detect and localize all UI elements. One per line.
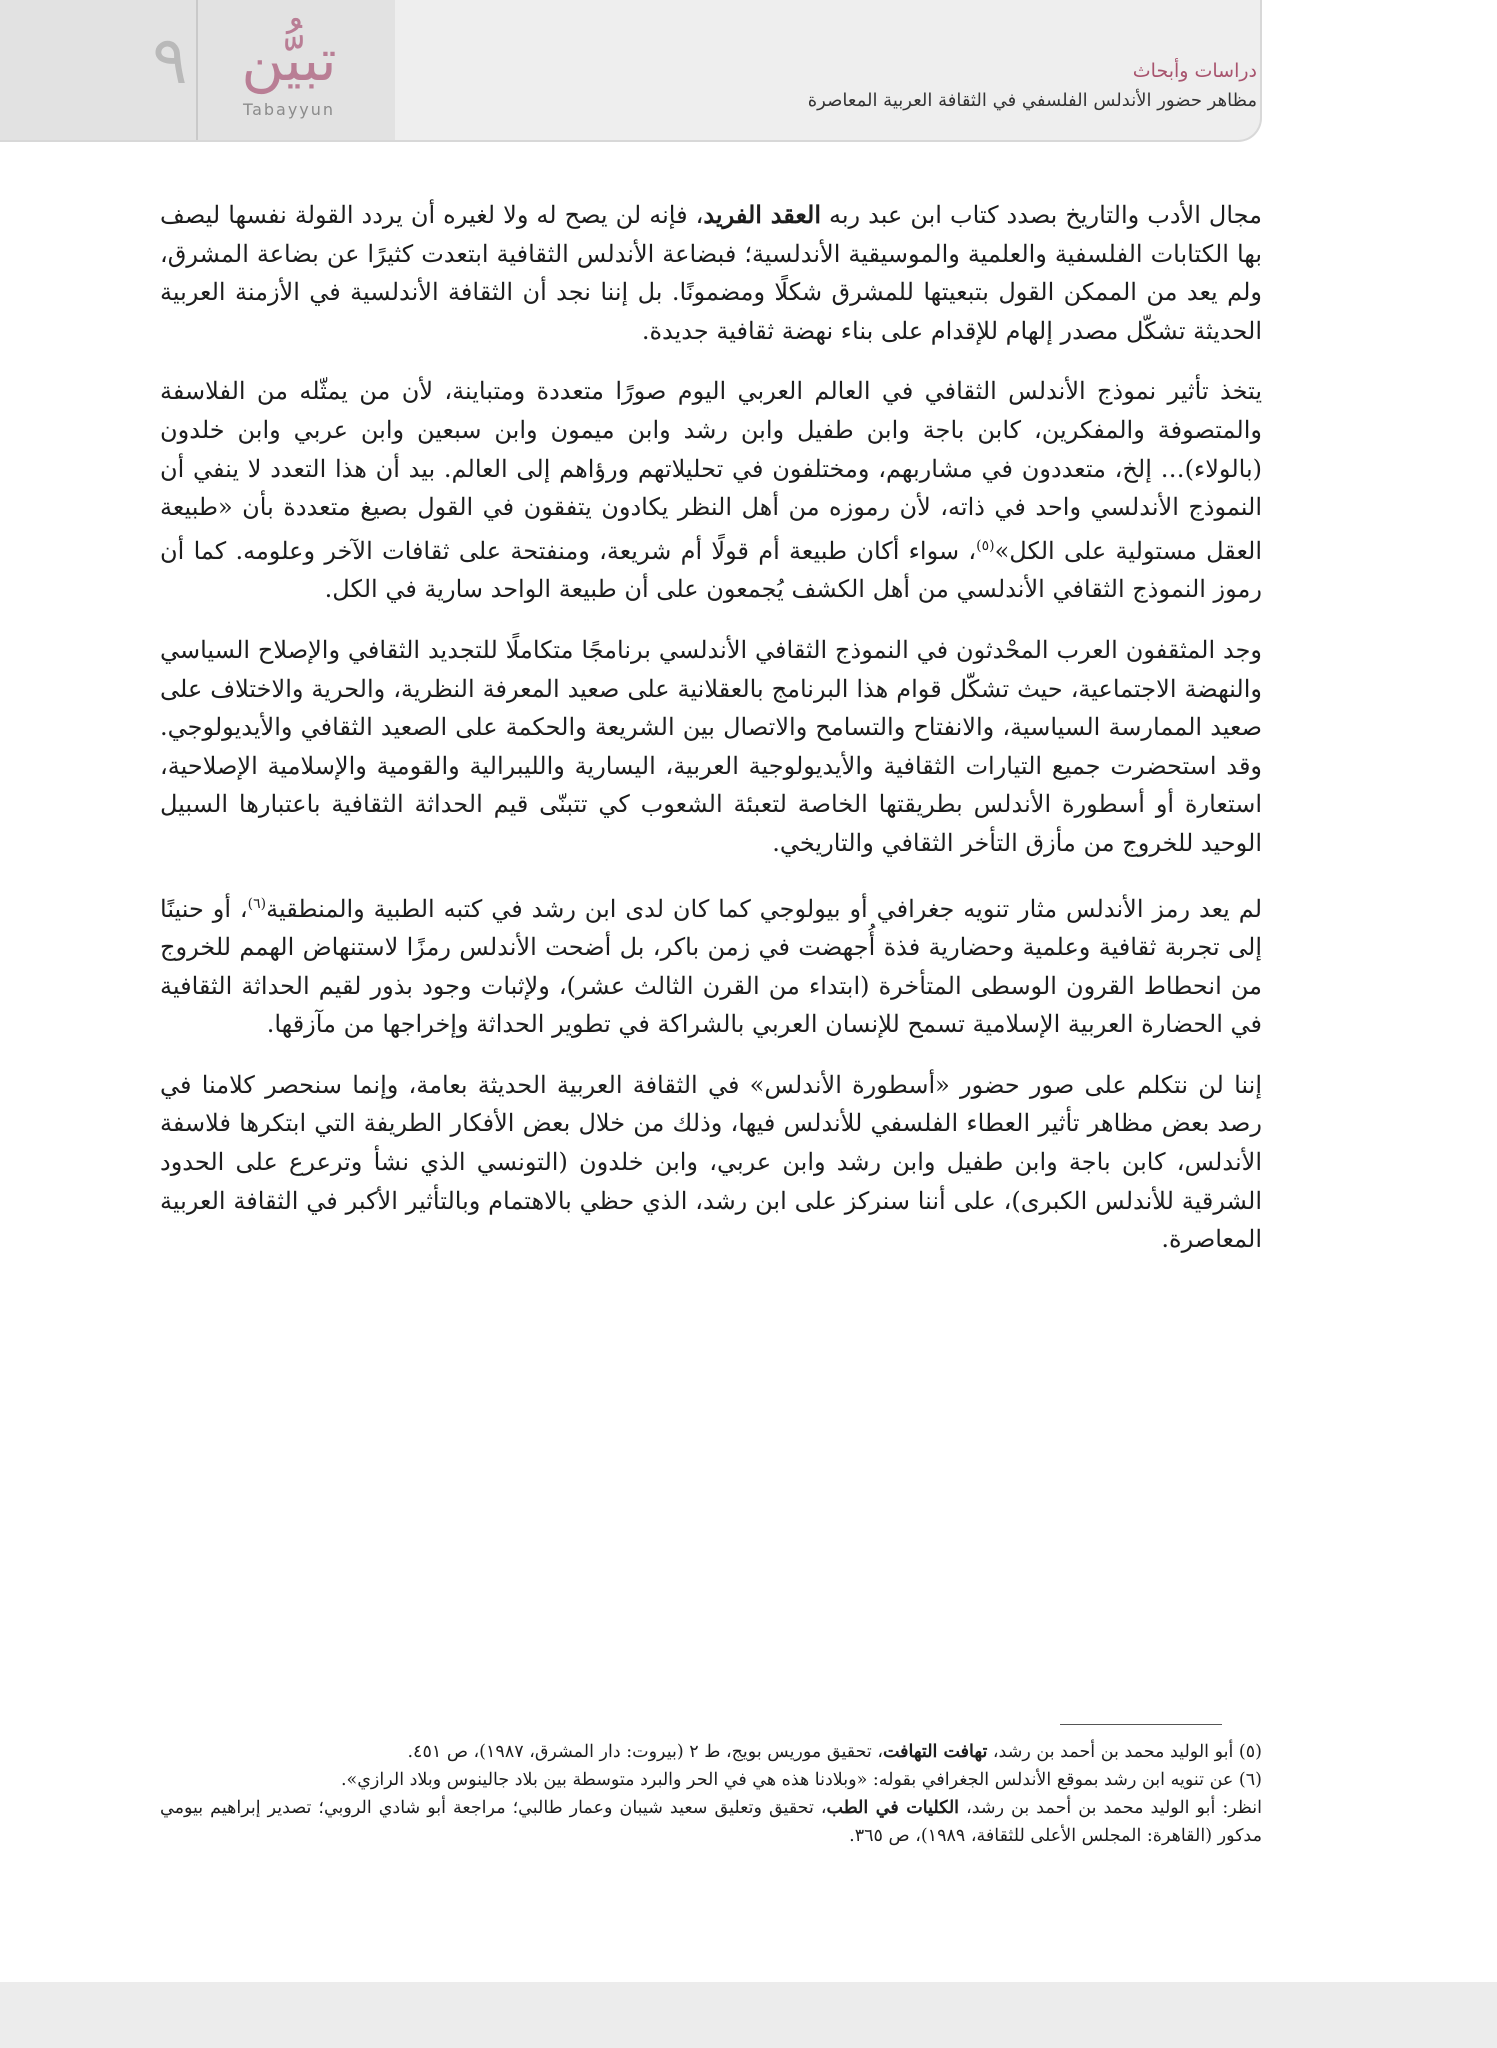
paragraph-4-text-a: لم يعد رمز الأندلس مثار تنويه جغرافي أو بيولوجي كما كان لدى ابن رشد في كتبه الطبية والمنطقية bbox=[266, 894, 1262, 923]
footnote-6-continued bbox=[160, 1794, 1262, 1850]
footnote-5-text-c: ، تحقيق موريس بويج، ط ٢ (بيروت: دار المشرق، ١٩٨٧)، ص ٤٥١. bbox=[407, 1742, 883, 1762]
page-number: ٩ bbox=[152, 22, 188, 99]
paragraph-2-text-a: يتخذ تأثير نموذج الأندلس الثقافي في العالم العربي اليوم صورًا متعددة ومتباينة، لأن من يمثّله من الفلاسفة والمتصوفة والمفكرين، كابن باجة وابن طفيل وابن رشد وابن ميمون وابن سبعين وابن عربي وابن خلدون (بالولاء)… إلخ، متعددون في مشاربهم، ومختلفون في تحليلاتهم ورؤاهم إلى العالم. بيد أن هذا التعدد لا ينفي أن النموذج الأندلسي واحد في ذاته، لأن رموزه من أهل النظر يكادون يتفقون في القول بصيغ متعددة بأن «طبيعة العقل مستولية على الكل» bbox=[160, 377, 1263, 565]
paragraph-3: وجد المثقفون العرب المحْدثون في النموذج الثقافي الأندلسي برنامجًا متكاملًا للتجديد الثقافي والإصلاح السياسي والنهضة الاجتماعية، حيث تشكّل قوام هذا البرنامج بالعقلانية على صعيد المعرفة النظرية، والحرية والاختلاف على صعيد الممارسة السياسية، والانفتاح والتسامح والاتصال بين الشريعة والحكمة على الصعيد الثقافي والأيديولوجي. وقد استحضرت جميع التيارات الثقافية والأيديولوجية العربية، اليسارية والليبرالية والقومية والإسلامية الإصلاحية، استعارة أو أسطورة الأندلس بطريقتها الخاصة لتعبئة الشعوب كي تتبنّى قيم الحداثة الثقافية باعتبارها السبيل الوحيد للخروج من مأزق التأخر الثقافي والتاريخي. bbox=[160, 635, 1263, 857]
footnote-ref-5[interactable]: (٥) bbox=[976, 537, 995, 554]
footnote-6: (٦) عن تنويه ابن رشد بموقع الأندلس الجغرافي بقوله: «وبلادنا هذه هي في الحر والبرد متوسطة بين بلاد جالينوس وبلاد الرازي». bbox=[340, 1770, 1262, 1790]
logo-divider bbox=[196, 0, 198, 140]
footer-band bbox=[0, 1982, 1497, 2048]
paragraph-1-text-c: ، فإنه لن يصح له ولا لغيره أن يردد القولة نفسها ليصف بها الكتابات الفلسفية والعلمية والموسيقية الأندلسية؛ فبضاعة الأندلس الثقافية ابتعدت كثيرًا عن بضاعة المشرق، ولم يعد من الممكن القول بتبعيتها للمشرق شكلًا ومضمونًا. بل إننا نجد أن الثقافة الأندلسية في الأزمنة العربية الحديثة تشكّل مصدر إلهام للإقدام على بناء نهضة ثقافية جديدة. bbox=[160, 201, 1262, 345]
footnote-5-book-title: تهافت التهافت bbox=[882, 1742, 988, 1762]
book-title-aqd-farid: العقد الفريد bbox=[703, 200, 821, 229]
running-article-title: مظاهر حضور الأندلس الفلسفي في الثقافة العربية المعاصرة bbox=[807, 90, 1257, 111]
paragraph-2-text-b: ، سواء أكان طبيعة أم قولًا أم شريعة، ومنفتحة على ثقافات الآخر وعلومه. كما أن رموز النموذج الثقافي الأندلسي من أهل الكشف يُجمعون على أن طبيعة الواحد سارية في الكل. bbox=[160, 536, 1262, 604]
footnote-6b-text-a: انظر: أبو الوليد محمد بن أحمد بن رشد، bbox=[959, 1798, 1262, 1818]
journal-logo-latin: Tabayyun bbox=[242, 100, 336, 119]
footnote-ref-6[interactable]: (٦) bbox=[247, 895, 267, 912]
journal-logo-arabic: تبيُّن bbox=[241, 26, 337, 94]
section-title: دراسات وأبحاث bbox=[1132, 60, 1257, 82]
footnote-5 bbox=[160, 1738, 1262, 1766]
paragraph-4-text-b: ، أو حنينًا إلى تجربة ثقافية وعلمية وحضارية فذة أُجهضت في زمن باكر، بل أضحت الأندلس رمزًا لاستنهاض الهمم للخروج من انحطاط القرون الوسطى المتأخرة (ابتداء من القرن الثالث عشر)، ولإثبات وجود بذور لقيم الحداثة الثقافية في الحضارة العربية الإسلامية تسمح للإنسان العربي بالشراكة في تطوير الحداثة وإخراجها من مآزقها. bbox=[160, 894, 1262, 1039]
paragraph-5: إننا لن نتكلم على صور حضور «أسطورة الأندلس» في الثقافة العربية الحديثة بعامة، وإنما سنحصر كلامنا في رصد بعض مظاهر تأثير العطاء الفلسفي للأندلس فيها، وذلك من خلال بعض الأفكار الطريفة التي ابتكرها فلاسفة الأندلس، كابن باجة وابن طفيل وابن رشد وابن عربي، وابن خلدون (التونسي الذي نشأ وترعرع على الحدود الشرقية للأندلس الكبرى)، على أننا سنركز على ابن رشد، الذي حظي بالاهتمام وبالتأثير الأكبر في الثقافة العربية المعاصرة. bbox=[160, 1070, 1262, 1254]
paragraph-1-text-a: مجال الأدب والتاريخ بصدد كتاب ابن عبد ربه bbox=[821, 201, 1262, 229]
logo-block bbox=[0, 0, 395, 140]
footnote-6b-text-c: ، تحقيق وتعليق سعيد شيبان وعمار طالبي؛ مراجعة أبو شادي الروبي؛ تصدير إبراهيم بيومي مدكور (القاهرة: المجلس الأعلى للثقافة، ١٩٨٩)، ص ٣٦٥. bbox=[160, 1798, 1262, 1846]
paragraph-1 bbox=[160, 196, 1262, 350]
paragraph-4 bbox=[160, 885, 1262, 1044]
footnote-rule bbox=[1060, 1724, 1222, 1725]
paragraph-2 bbox=[160, 372, 1262, 609]
footnote-5-text-a: (٥) أبو الوليد محمد بن أحمد بن رشد، bbox=[987, 1742, 1262, 1762]
footnote-6b-book-title: الكليات في الطب bbox=[826, 1798, 960, 1818]
footnotes bbox=[160, 1738, 1262, 1850]
article-body bbox=[160, 196, 1262, 1281]
